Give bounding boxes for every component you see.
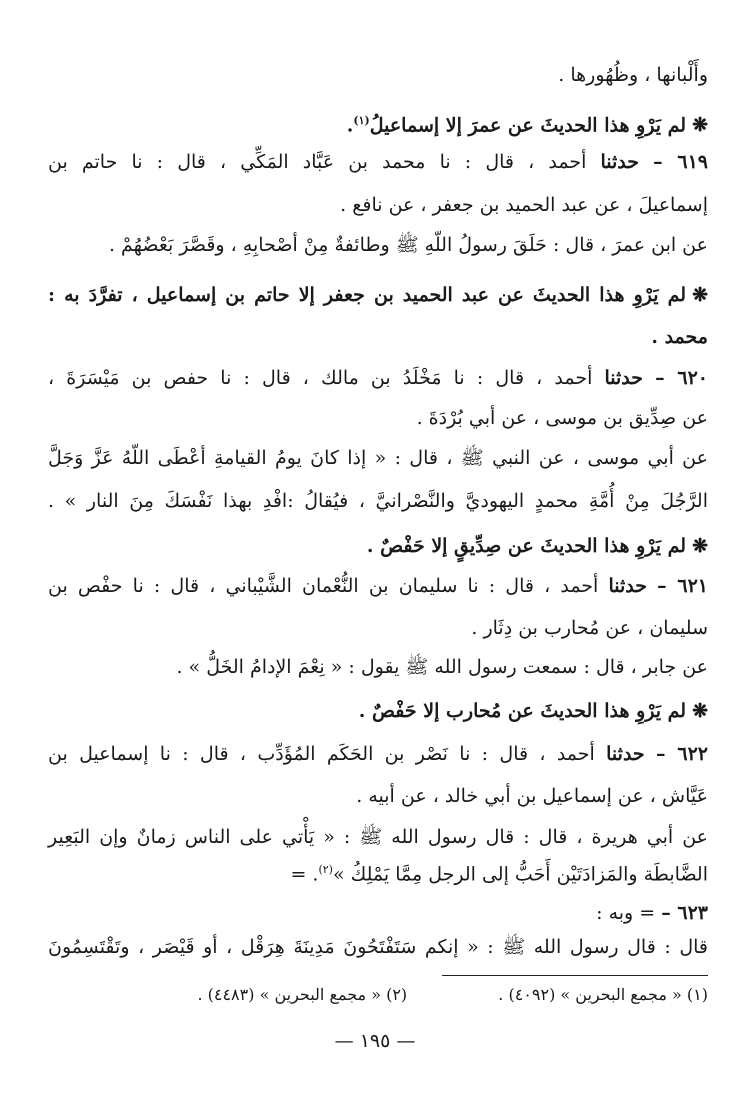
line-text: لم يَرْوِ هذا الحديثَ عن عمرَ إلا إسماعيلُ <box>369 114 687 137</box>
remark-line-3 <box>48 531 708 561</box>
line-text: أحمد ، قال : نا محمد بن عَبَّاد المَكِّي ، قال : نا حاتم بن <box>48 151 587 173</box>
line-text: عن صِدِّيق بن موسى ، عن أبي بُرْدَةَ . <box>416 407 708 429</box>
line-text: إسماعيلَ ، عن عبد الحميد بن جعفر ، عن نافع . <box>340 194 708 216</box>
hadith-622-line-3 <box>48 822 708 852</box>
hadith-keyword: حدثنا <box>600 151 640 173</box>
line-text: لم يَرْوِ هذا الحديثَ عن عبد الحميد بن جعفر إلا حاتم بن إسماعيل ، تفرَّدَ به : <box>48 284 687 306</box>
footnote-ref: (٢) <box>318 863 333 876</box>
hadith-keyword: حدثنا <box>606 743 645 765</box>
remark-line-4 <box>48 696 708 726</box>
hadith-623-line-1 <box>48 898 708 928</box>
asterisk-icon: ❋ <box>692 114 708 137</box>
hadith-620-line-2 <box>48 403 708 433</box>
hadith-keyword: حدثنا <box>604 367 644 389</box>
asterisk-icon: ❋ <box>692 535 708 557</box>
hadith-623-line-2 <box>48 932 708 962</box>
page-number: — ١٩٥ — <box>334 1030 416 1052</box>
line-text: عَيَّاش ، عن إسماعيل بن أبي خالد ، عن أبيه . <box>356 785 708 807</box>
hadith-619-line-3 <box>48 230 708 260</box>
line-text: سليمان ، عن مُحارب بن دِثَار . <box>471 617 708 639</box>
remark-line-2b <box>48 322 708 352</box>
line-text: محمد . <box>651 326 708 348</box>
hadith-622-line-1 <box>48 739 708 769</box>
line-text: عن ابن عمرَ ، قال : حَلَقَ رسولُ اللّهِ ﷺ وطائفةٌ مِنْ أصْحابِهِ ، وقَصَّرَ بَعْضُهُمْ . <box>108 234 708 256</box>
line-text: أحمد ، قال : نا سليمان بن النُّعْمان الشَّيْباني ، قال : نا حفْص بن <box>48 575 599 597</box>
hadith-622-line-4 <box>48 855 708 889</box>
hadith-number: ٦٢٢ – <box>656 743 709 765</box>
line-text: عن أبي هريرة ، قال : قال رسول الله ﷺ : « يَأْتي على الناس زمانٌ وإن البَعِير <box>48 826 708 848</box>
hadith-622-line-2 <box>48 781 708 811</box>
hadith-619-line-1 <box>48 147 708 177</box>
footnote-1: (١) « مجمع البحرين » (٤٠٩٢) . <box>498 985 708 1004</box>
asterisk-icon: ❋ <box>692 700 708 722</box>
line-text: لم يَرْوِ هذا الحديثَ عن صِدِّيقٍ إلا حَفْصٌ . <box>366 535 687 557</box>
hadith-621-line-3 <box>48 652 708 682</box>
line-text: لم يَرْوِ هذا الحديثَ عن مُحارب إلا حَفْصٌ . <box>358 700 687 722</box>
asterisk-icon: ❋ <box>692 284 708 306</box>
remark-line-2 <box>48 280 708 310</box>
footnote-divider <box>442 975 708 976</box>
line-tail: . <box>346 114 354 137</box>
hadith-keyword: حدثنا <box>608 575 648 597</box>
hadith-620-line-3 <box>48 443 708 473</box>
hadith-number: ٦٢١ – <box>657 575 708 597</box>
line-text: وأَلْبانها ، وظُهُورها . <box>558 64 708 86</box>
line-text: عن جابر ، قال : سمعت رسول الله ﷺ يقول : « نِعْمَ الإدامُ الخَلُّ » . <box>176 656 708 678</box>
line-text: قال : قال رسول الله ﷺ : « إنكم سَتَفْتَحُونَ مَدِينَةَ هِرَقْل ، أو قَيْصَر ، وتَقْتَسِمُونَ <box>48 936 708 958</box>
remark-line-1 <box>48 106 708 140</box>
footnote-2: (٢) « مجمع البحرين » (٤٤٨٣) . <box>197 985 408 1004</box>
footnotes <box>48 982 708 1008</box>
line-text: الرَّجُلَ مِنْ أُمَّةِ محمدٍ اليهوديَّ والنَّصْرانيَّ ، فيُقالُ :افْدِ بهذا نَفْسَكَ مِنَ النار » . <box>48 490 708 512</box>
hadith-620-line-4 <box>48 486 708 516</box>
hadith-number: ٦٢٣ – <box>661 902 708 924</box>
footnote-ref: (١) <box>353 114 370 127</box>
hadith-620-line-1 <box>48 363 708 393</box>
hadith-number: ٦١٩ – <box>653 151 708 173</box>
line-text: أحمد ، قال : نا نَصْر بن الحَكَم المُؤَدِّب ، قال : نا إسماعيل بن <box>48 743 595 765</box>
hadith-number: ٦٢٠ – <box>655 367 708 389</box>
hadith-621-line-1 <box>48 571 708 601</box>
line-text: = وبه : <box>596 902 656 924</box>
line-text: الضَّابطَة والمَزادَتَيْن أَحَبُّ إلى الرجل مِمَّا يَمْلِكُ » <box>332 863 708 886</box>
text-line-1 <box>48 60 708 90</box>
line-tail: . = <box>290 863 319 886</box>
line-text: أحمد ، قال : نا مَخْلَدُ بن مالك ، قال : نا حفص بن مَيْسَرَةَ ، <box>48 367 593 389</box>
hadith-621-line-2 <box>48 613 708 643</box>
hadith-619-line-2 <box>48 190 708 220</box>
line-text: عن أبي موسى ، عن النبي ﷺ ، قال : « إذا كانَ يومُ القيامةِ أعْطَى اللّهُ عَزَّ وَجَلَّ <box>48 447 708 469</box>
